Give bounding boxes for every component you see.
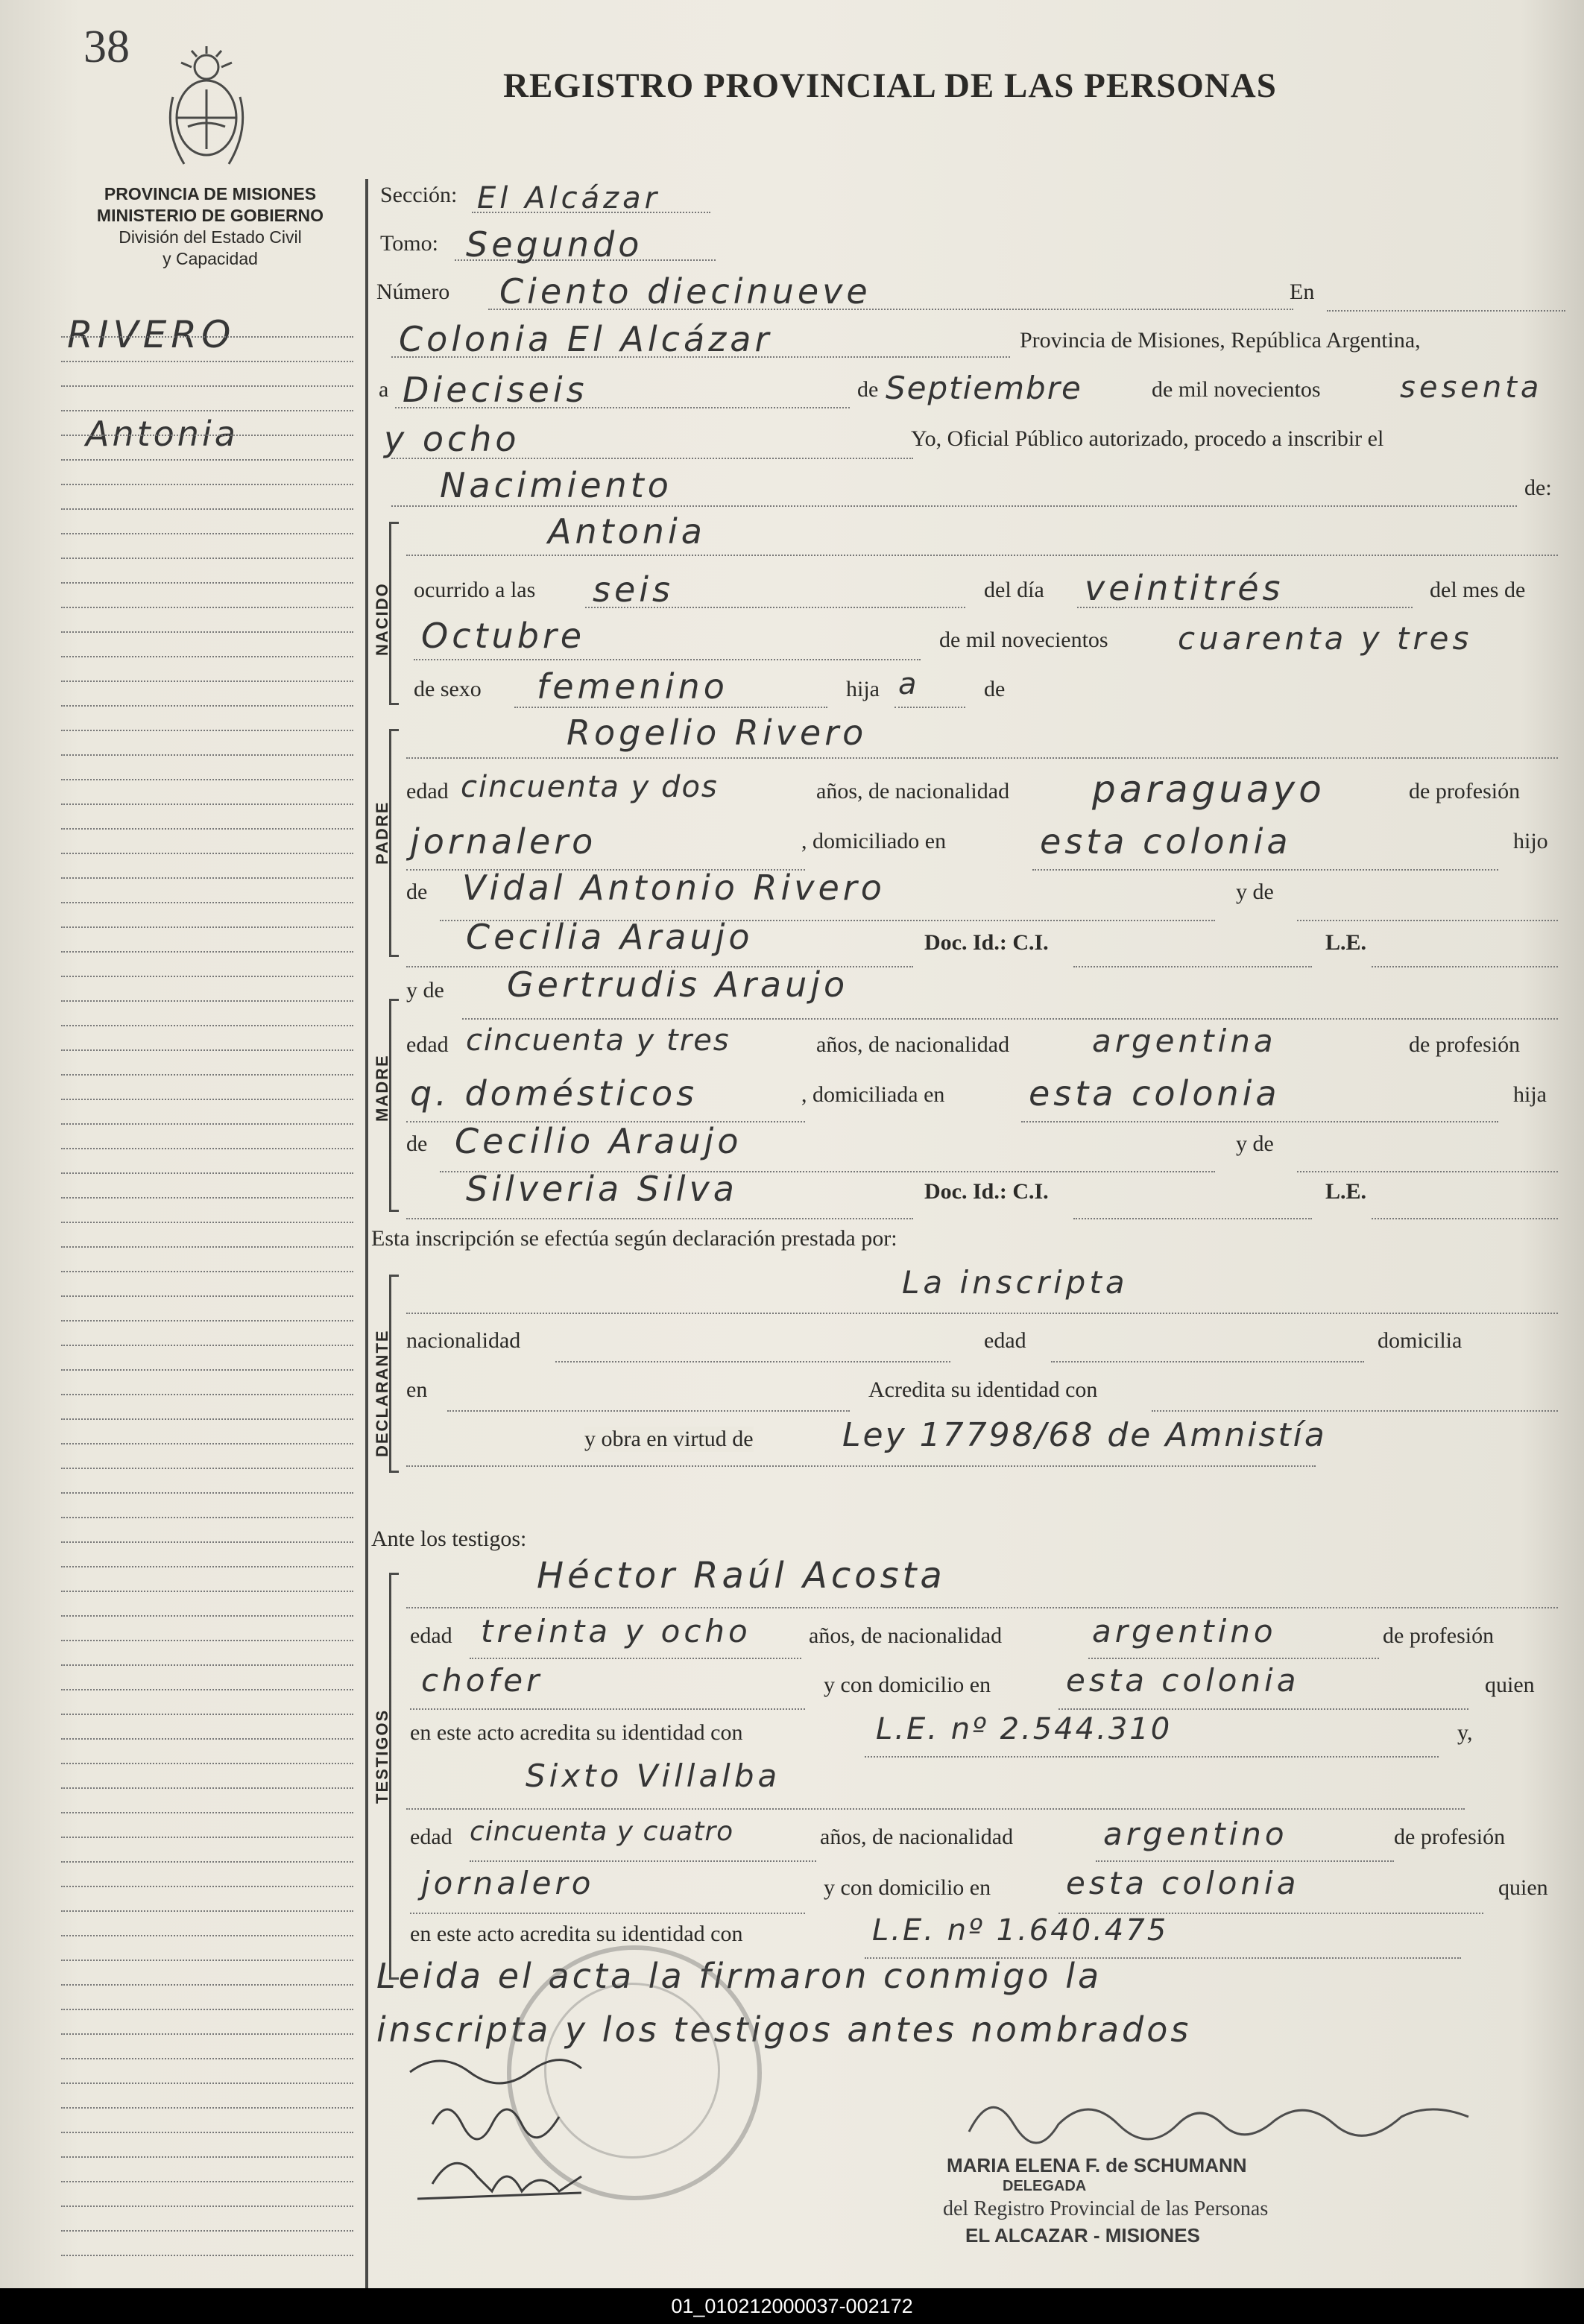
t1-quien-label: quien <box>1485 1673 1535 1697</box>
margin-ruled-line <box>61 436 353 461</box>
margin-ruled-line <box>61 1838 353 1863</box>
de-label-4: de <box>406 1131 428 1156</box>
margin-ruled-line <box>61 1936 353 1961</box>
mil-label: de mil novecientos <box>1152 377 1321 402</box>
domiciliado-label: , domiciliado en <box>801 829 947 853</box>
anio1-value: sesenta <box>1400 370 1543 405</box>
t1-domicilio-value: esta colonia <box>1066 1662 1300 1699</box>
margin-given-name: Antonia <box>86 414 239 454</box>
madre-anos-label: años, de nacionalidad <box>816 1032 1010 1057</box>
madre-domicilio-value: esta colonia <box>1029 1073 1281 1114</box>
numero-value: Ciento diecinueve <box>499 271 871 312</box>
tomo-value: Segundo <box>466 224 643 265</box>
margin-ruled-line <box>61 805 353 830</box>
doc-label: Doc. Id.: C.I. <box>924 930 1049 955</box>
padre-domicilio-value: esta colonia <box>1040 821 1292 862</box>
t2-profesion-value: jornalero <box>421 1865 595 1901</box>
margin-ruled-line <box>61 879 353 903</box>
t2-profesion-label: de profesión <box>1394 1825 1506 1849</box>
margin-ruled-line <box>61 756 353 780</box>
division-name: División del Estado Civil <box>119 227 302 247</box>
official-registry: del Registro Provincial de las Personas <box>943 2197 1269 2220</box>
margin-ruled-line <box>61 2084 353 2109</box>
abuela-materna-value: Silveria Silva <box>466 1169 738 1209</box>
margin-ruled-line <box>61 854 353 879</box>
acto-value: Nacimiento <box>440 465 672 505</box>
y-label: y, <box>1457 1720 1473 1745</box>
margin-ruled-line <box>61 1395 353 1420</box>
margin-ruled-line <box>61 1961 353 1986</box>
margin-ruled-line <box>61 1789 353 1813</box>
margin-ruled-line <box>61 2133 353 2158</box>
padre-section-label: PADRE <box>373 801 391 865</box>
issuing-authority <box>61 183 359 270</box>
abuelo-paterno-value: Vidal Antonio Rivero <box>462 868 886 908</box>
margin-ruled-line <box>61 1272 353 1297</box>
testigo2-value: Sixto Villalba <box>526 1758 781 1794</box>
t2-edad-label: edad <box>410 1825 452 1849</box>
colonia-value: Colonia El Alcázar <box>399 319 773 359</box>
padre-profesion-value: jornalero <box>410 821 597 862</box>
madre-section-label: MADRE <box>373 1054 391 1122</box>
edad-label: edad <box>406 779 449 803</box>
document-title: REGISTRO PROVINCIAL DE LAS PERSONAS <box>503 66 1277 105</box>
del-dia-label: del día <box>984 578 1044 602</box>
t1-edad-label: edad <box>410 1623 452 1648</box>
margin-ruled-line <box>61 1420 353 1444</box>
margin-ruled-line <box>61 1986 353 2010</box>
madre-profesion-label: de profesión <box>1409 1032 1521 1057</box>
madre-value: Gertrudis Araujo <box>507 964 849 1005</box>
yde-label: y de <box>1236 880 1274 904</box>
t2-domicilio-value: esta colonia <box>1066 1865 1300 1901</box>
madre-profesion-value: q. domésticos <box>410 1073 698 1114</box>
nacido-section-label: NACIDO <box>373 582 391 656</box>
ocurrido-label: ocurrido a las <box>414 578 536 602</box>
margin-surname: RIVERO <box>67 313 236 356</box>
margin-ruled-line <box>61 903 353 928</box>
margin-ruled-line <box>61 2109 353 2133</box>
dia-nacimiento-value: veintitrés <box>1085 568 1284 608</box>
margin-ruled-line <box>61 977 353 1002</box>
padre-edad-value: cincuenta y dos <box>461 770 719 804</box>
margin-ruled-line <box>61 1346 353 1371</box>
margin-ruled-line <box>61 682 353 707</box>
mes-value: Septiembre <box>886 370 1082 406</box>
sexo-value: femenino <box>537 666 728 707</box>
t1-anos-label: años, de nacionalidad <box>809 1623 1003 1648</box>
hija-label: hija <box>846 677 880 701</box>
t2-documento-value: L.E. nº 1.640.475 <box>872 1913 1169 1948</box>
hora-value: seis <box>593 569 675 610</box>
margin-ruled-line <box>61 657 353 682</box>
madre-yde2-label: y de <box>1236 1131 1274 1156</box>
margin-ruled-line <box>61 1051 353 1076</box>
margin-ruled-line <box>61 1223 353 1248</box>
margin-ruled-line <box>61 1518 353 1543</box>
madre-yde-label: y de <box>406 978 444 1002</box>
acredita-label: Acredita su identidad con <box>868 1377 1098 1402</box>
t2-edad-value: cincuenta y cuatro <box>470 1816 734 1847</box>
margin-ruled-line <box>61 1690 353 1715</box>
margin-ruled-line <box>61 362 353 387</box>
a-label: a <box>379 377 389 402</box>
margin-ruled-line <box>61 1494 353 1518</box>
t2-quien-label: quien <box>1498 1875 1548 1900</box>
declaracion-label: Esta inscripción se efectúa según declaración prestada por: <box>371 1226 897 1251</box>
margin-ruled-line <box>61 1912 353 1936</box>
edad2-label: edad <box>984 1328 1026 1353</box>
t1-profesion-label: de profesión <box>1383 1623 1495 1648</box>
hija2-label: hija <box>1513 1082 1547 1107</box>
profesion-label: de profesión <box>1409 779 1521 803</box>
margin-ruled-line <box>61 2232 353 2256</box>
margin-ruled-line <box>61 1149 353 1174</box>
testigos-section-label: TESTIGOS <box>373 1708 391 1804</box>
doc-label-2: Doc. Id.: C.I. <box>924 1179 1049 1204</box>
testigos-label: Ante los testigos: <box>371 1526 527 1551</box>
madre-edad-value: cincuenta y tres <box>466 1023 731 1058</box>
province-name: PROVINCIA DE MISIONES <box>104 184 317 203</box>
coat-of-arms-icon <box>158 45 255 175</box>
margin-ruled-line <box>61 1641 353 1666</box>
t2-anos-label: años, de nacionalidad <box>820 1825 1014 1849</box>
official-signature-graphic <box>962 2087 1528 2154</box>
margin-ruled-line <box>61 1322 353 1346</box>
margin-ruled-line <box>61 559 353 584</box>
t2-nacionalidad-value: argentino <box>1103 1816 1288 1852</box>
margin-ruled-line <box>61 1813 353 1838</box>
hijo-label: hijo <box>1513 829 1548 853</box>
t1-profesion-value: chofer <box>421 1662 543 1699</box>
margin-ruled-line <box>61 928 353 953</box>
margin-ruled-line <box>61 387 353 411</box>
margin-ruled-line <box>61 534 353 559</box>
margin-ruled-line <box>61 1100 353 1125</box>
seccion-label: Sección: <box>380 183 458 207</box>
dia-value: Dieciseis <box>403 370 588 410</box>
official-role: DELEGADA <box>1003 2178 1087 2194</box>
t2-acredita-label: en este acto acredita su identidad con <box>410 1922 743 1946</box>
margin-ruled-line <box>61 1076 353 1100</box>
margin-ruled-line <box>61 731 353 756</box>
margin-ruled-line <box>61 1592 353 1617</box>
margin-ruled-line <box>61 1174 353 1199</box>
margin-ruled-line <box>61 2207 353 2232</box>
t1-nacionalidad-value: argentino <box>1092 1613 1277 1649</box>
margin-ruled-line <box>61 1887 353 1912</box>
margin-divider <box>365 179 368 2288</box>
padre-nacionalidad-value: paraguayo <box>1092 768 1325 811</box>
anio2-value: y ocho <box>384 419 520 459</box>
virtud-label: y obra en virtud de <box>584 1427 754 1451</box>
nacionalidad-label: nacionalidad <box>406 1328 521 1353</box>
anos-nacionalidad-label: años, de nacionalidad <box>816 779 1010 803</box>
sexo-label: de sexo <box>414 677 482 701</box>
margin-ruled-line <box>61 1002 353 1026</box>
declarante-section-label: DECLARANTE <box>373 1329 391 1457</box>
margin-ruled-line <box>61 1617 353 1641</box>
margin-ruled-line <box>61 1248 353 1272</box>
official-name: MARIA ELENA F. de SCHUMANN <box>947 2154 1247 2176</box>
page-number: 38 <box>83 22 130 72</box>
yo-label: Yo, Oficial Público autorizado, procedo a inscribir el <box>911 426 1384 451</box>
official-place: EL ALCAZAR - MISIONES <box>965 2224 1200 2246</box>
le-label-2: L.E. <box>1325 1179 1367 1204</box>
nombre-value: Antonia <box>548 511 706 552</box>
margin-ruled-line <box>61 1715 353 1740</box>
margin-ruled-line <box>61 2035 353 2059</box>
margin-ruled-line <box>61 1297 353 1322</box>
margin-ruled-line <box>61 830 353 854</box>
cierre-linea2: inscripta y los testigos antes nombrados <box>376 2009 1192 2050</box>
margin-ruled-line <box>61 1469 353 1494</box>
de-label-3: de <box>406 880 428 904</box>
margin-ruled-line <box>61 633 353 657</box>
margin-ruled-line <box>61 1764 353 1789</box>
hija-suffix-value: a <box>898 667 921 701</box>
mes-nacimiento-value: Octubre <box>421 616 586 656</box>
testigo1-value: Héctor Raúl Acosta <box>537 1555 946 1597</box>
margin-ruled-line <box>61 2010 353 2035</box>
margin-ruled-line <box>61 1199 353 1223</box>
anio-nacimiento-value: cuarenta y tres <box>1178 620 1473 657</box>
padre-value: Rogelio Rivero <box>567 713 868 753</box>
domicilia-label: domicilia <box>1378 1328 1462 1353</box>
t1-edad-value: treinta y ocho <box>481 1613 751 1649</box>
declarante-value: La inscripta <box>902 1264 1129 1301</box>
ley-value: Ley 17798/68 de Amnistía <box>842 1416 1327 1454</box>
margin-ruled-line <box>61 510 353 534</box>
mil2-label: de mil novecientos <box>939 628 1108 652</box>
margin-ruled-line <box>61 1863 353 1887</box>
margin-ruled-line <box>61 1740 353 1764</box>
ministry-name: MINISTERIO DE GOBIERNO <box>96 206 324 225</box>
abuela-paterna-value: Cecilia Araujo <box>466 917 754 957</box>
margin-ruled-line <box>61 1026 353 1051</box>
t1-acredita-label: en este acto acredita su identidad con <box>410 1720 743 1745</box>
margin-ruled-line <box>61 584 353 608</box>
de-label-2: de <box>984 677 1006 701</box>
margin-ruled-line <box>61 485 353 510</box>
margin-ruled-line <box>61 313 353 338</box>
en2-label: en <box>406 1377 428 1402</box>
abuelo-materno-value: Cecilio Araujo <box>455 1121 742 1161</box>
le-label: L.E. <box>1325 930 1367 955</box>
t2-domicilio-label: y con domicilio en <box>824 1875 991 1900</box>
image-id-caption: 01_010212000037-002172 <box>0 2288 1584 2324</box>
tomo-label: Tomo: <box>380 231 438 256</box>
margin-ruled-line <box>61 411 353 436</box>
margin-ruled-line <box>61 2059 353 2084</box>
margin-ruled-line <box>61 1666 353 1690</box>
margin-ruled-line <box>61 2158 353 2182</box>
provincia-label: Provincia de Misiones, República Argentina, <box>1020 328 1421 353</box>
margin-ruled-line <box>61 2182 353 2207</box>
en-label: En <box>1290 280 1315 304</box>
margin-ruled-line <box>61 953 353 977</box>
margin-ruled-line <box>61 1543 353 1567</box>
cierre-linea1: Leida el acta la firmaron conmigo la <box>376 1956 1102 1996</box>
division-subname: y Capacidad <box>162 249 258 268</box>
margin-ruled-line <box>61 707 353 731</box>
signatures-graphic <box>388 2042 760 2311</box>
t1-documento-value: L.E. nº 2.544.310 <box>876 1712 1173 1746</box>
madre-edad-label: edad <box>406 1032 449 1057</box>
margin-ruled-line <box>61 1567 353 1592</box>
margin-ruled-lines <box>61 313 353 2256</box>
margin-ruled-line <box>61 608 353 633</box>
margin-ruled-line <box>61 338 353 362</box>
margin-ruled-line <box>61 1444 353 1469</box>
de-colon-label: de: <box>1524 476 1552 500</box>
margin-ruled-line <box>61 1125 353 1149</box>
madre-nacionalidad-value: argentina <box>1092 1023 1277 1059</box>
del-mes-label: del mes de <box>1430 578 1526 602</box>
margin-ruled-line <box>61 780 353 805</box>
de-label: de <box>857 377 879 402</box>
numero-label: Número <box>376 280 450 304</box>
margin-ruled-line <box>61 1371 353 1395</box>
margin-ruled-line <box>61 461 353 485</box>
t1-domicilio-label: y con domicilio en <box>824 1673 991 1697</box>
seccion-value: El Alcázar <box>477 181 661 215</box>
domiciliada-label: , domiciliada en <box>801 1082 945 1107</box>
